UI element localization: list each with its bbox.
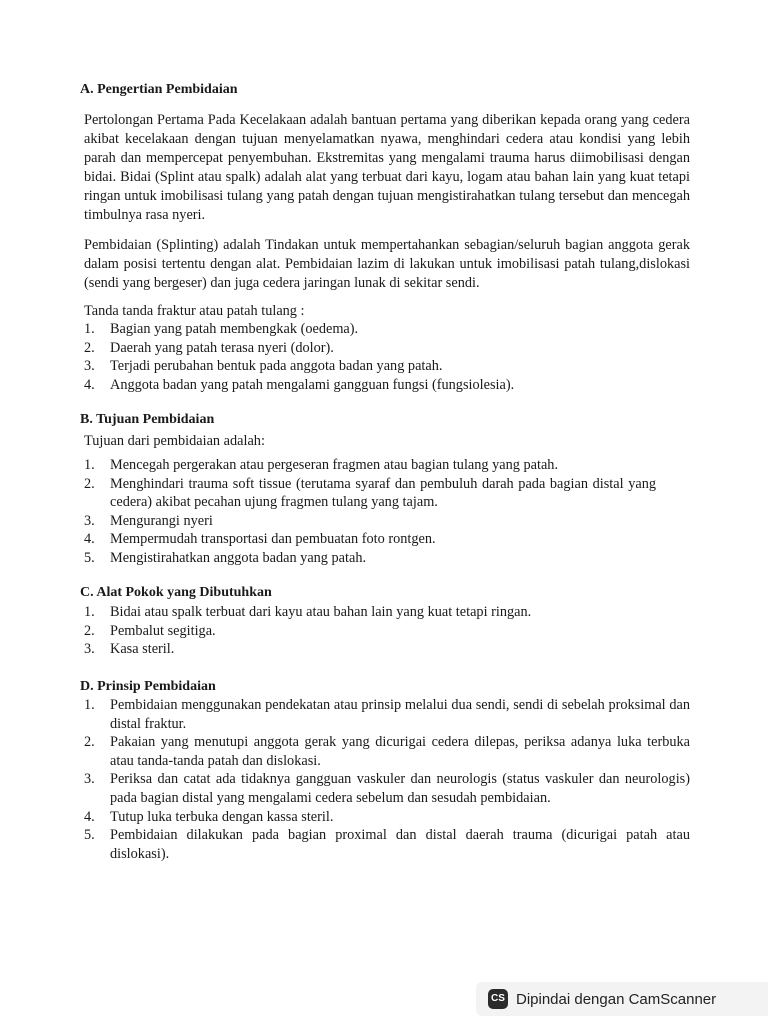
list-number: 1. <box>84 604 95 620</box>
list-text: Pembalut segitiga. <box>110 622 216 639</box>
section-b-intro: Tujuan dari pembidaian adalah: <box>84 433 265 449</box>
list-text: Daerah yang patah terasa nyeri (dolor). <box>110 339 334 356</box>
list-item <box>84 733 690 770</box>
list-text: Terjadi perubahan bentuk pada anggota badan yang patah. <box>110 358 443 375</box>
list-text: Mengistirahatkan anggota badan yang patah. <box>110 549 367 566</box>
camscanner-watermark <box>476 982 768 1016</box>
list-text: Bidai atau spalk terbuat dari kayu atau bahan lain yang kuat tetapi ringan. <box>110 604 532 620</box>
list-text: Mempermudah transportasi dan pembuatan foto rontgen. <box>110 531 436 548</box>
list-item <box>84 826 690 863</box>
section-a-paragraph-1: Pertolongan Pertama Pada Kecelakaan adalah bantuan pertama yang diberikan kepada orang yang cedera akibat kecelakaan dengan tujuan menyelamatkan nyawa, menghindari cedera atau kondisi yang lebih parah dan mempercepat penyembuhan. Ekstremitas yang mengalami trauma harus diimobilisasi dengan bidai. Bidai (Splint atau spalk) adalah alat yang terbuat dari kayu, logam atau bahan lain yang kuat tetapi ringan untuk imobilisasi tulang yang patah dengan tujuan mengistirahatkan tulang tersebut dan mencegah timbulnya rasa nyeri. <box>84 112 690 223</box>
section-d-title: D. Prinsip Pembidaian <box>80 679 216 694</box>
list-item <box>84 696 690 733</box>
camscanner-logo-icon: CS <box>488 989 508 1009</box>
list-item <box>84 770 690 807</box>
list-text: Anggota badan yang patah mengalami gangguan fungsi (fungsiolesia). <box>110 376 515 393</box>
list-item <box>84 640 690 659</box>
list-item <box>84 456 690 475</box>
list-number: 1. <box>84 697 95 713</box>
list-number: 2. <box>84 622 95 639</box>
list-item <box>84 376 690 395</box>
list-text: Kasa steril. <box>110 641 175 658</box>
list-number: 3. <box>84 771 95 788</box>
list-number: 1. <box>84 457 95 473</box>
list-text: Mengurangi nyeri <box>110 512 213 529</box>
section-a-title: A. Pengertian Pembidaian <box>80 82 238 97</box>
list-number: 3. <box>84 512 95 529</box>
list-item <box>84 357 690 376</box>
list-item <box>84 603 690 622</box>
list-item <box>84 808 690 827</box>
list-number: 5. <box>84 549 95 566</box>
list-number: 1. <box>84 321 95 337</box>
list-text: Periksa dan catat ada tidaknya gangguan vaskuler dan neurologis (status vaskuler dan neurologis) pada bagian distal yang mengalami cedera sebelum dan sesudah pembidaian. <box>110 771 690 806</box>
list-text: Pembidaian dilakukan pada bagian proximal dan distal daerah trauma (dicurigai patah atau dislokasi). <box>110 827 690 862</box>
section-d-list <box>84 696 690 863</box>
fracture-signs-list <box>84 320 690 394</box>
fracture-signs-intro: Tanda tanda fraktur atau patah tulang : <box>84 303 305 319</box>
list-text: Tutup luka terbuka dengan kassa steril. <box>110 808 334 825</box>
list-number: 5. <box>84 827 95 844</box>
list-item <box>84 530 690 549</box>
list-number: 4. <box>84 808 95 825</box>
list-item <box>84 549 690 568</box>
list-number: 2. <box>84 734 95 751</box>
list-number: 4. <box>84 376 95 393</box>
section-c-list <box>84 603 690 659</box>
list-number: 3. <box>84 641 95 658</box>
section-b-list <box>84 456 690 568</box>
list-item <box>84 339 690 358</box>
section-c-title: C. Alat Pokok yang Dibutuhkan <box>80 585 272 600</box>
list-number: 2. <box>84 475 95 492</box>
list-text: Menghindari trauma soft tissue (terutama syaraf dan pembuluh darah pada bagian distal yang cedera) akibat pecahan ujung fragmen tulang yang tajam. <box>110 475 656 511</box>
list-item <box>84 475 690 512</box>
watermark-label: Dipindai dengan CamScanner <box>516 990 717 1008</box>
section-b-title: B. Tujuan Pembidaian <box>80 412 215 427</box>
list-item <box>84 622 690 641</box>
list-text: Pakaian yang menutupi anggota gerak yang dicurigai cedera dilepas, periksa adanya luka terbuka atau tanda-tanda patah dan dislokasi. <box>110 734 690 769</box>
list-text: Mencegah pergerakan atau pergeseran fragmen atau bagian tulang yang patah. <box>110 457 559 473</box>
list-text: Pembidaian menggunakan pendekatan atau prinsip melalui dua sendi, sendi di sebelah proksimal dan distal fraktur. <box>110 697 690 732</box>
list-number: 3. <box>84 358 95 375</box>
section-a-paragraph-2: Pembidaian (Splinting) adalah Tindakan untuk mempertahankan sebagian/seluruh bagian anggota gerak dalam posisi tertentu dengan alat. Pembidaian lazim di lakukan untuk imobilisasi patah tulang,dislokasi (sendi yang bergeser) dan juga cedera jaringan lunak di sekitar sendi. <box>84 237 690 291</box>
list-item <box>84 320 690 339</box>
list-number: 2. <box>84 339 95 356</box>
list-number: 4. <box>84 531 95 548</box>
list-text: Bagian yang patah membengkak (oedema). <box>110 321 359 337</box>
list-item <box>84 512 690 531</box>
